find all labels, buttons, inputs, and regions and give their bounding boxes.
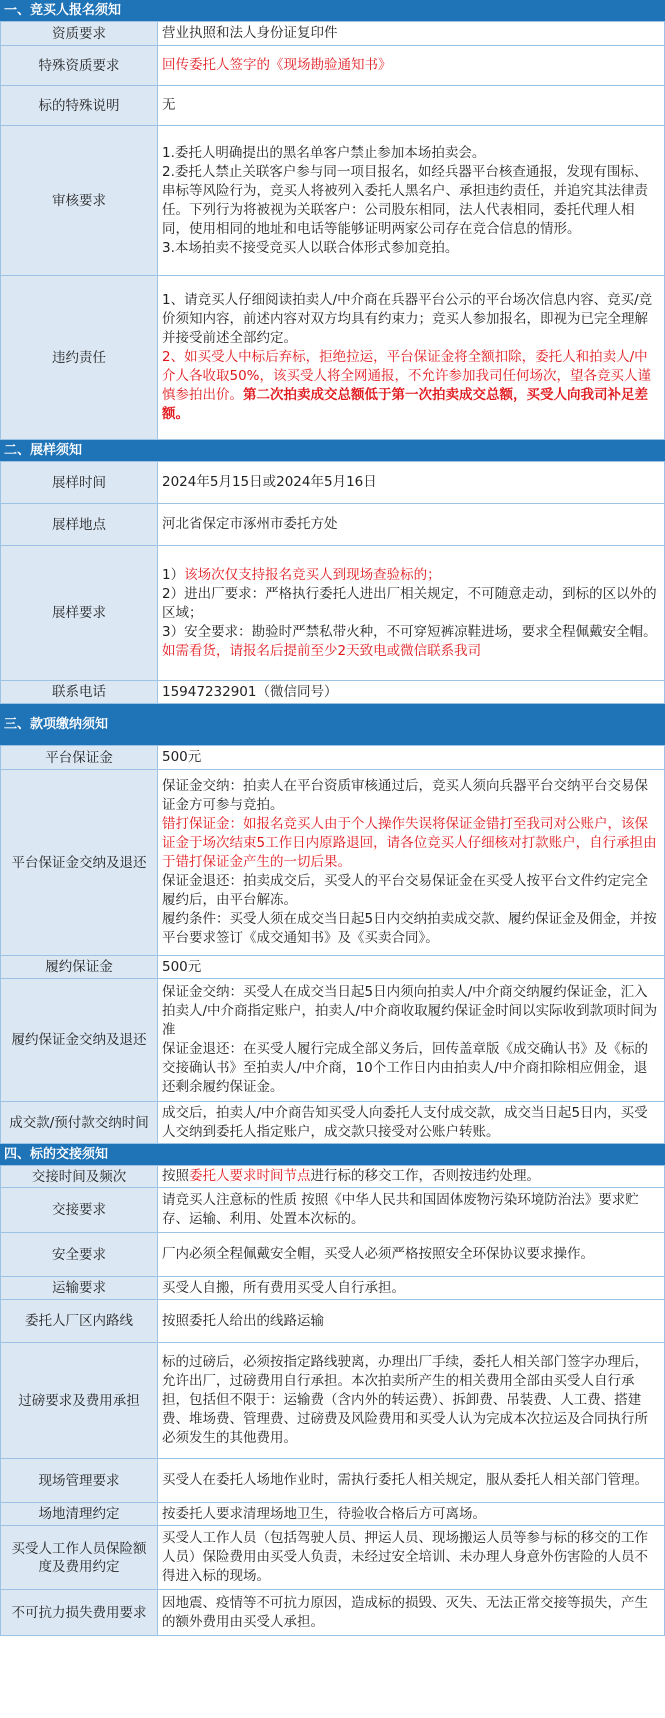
review-line-3: 3.本场拍卖不接受竞买人以联合体形式参加竞拍。 (162, 239, 459, 256)
row-label: 展样时间 (1, 462, 158, 503)
row-value: 500元 (162, 749, 202, 765)
row-label: 审核要求 (1, 126, 158, 275)
row-label: 平台保证金交纳及退还 (1, 770, 158, 955)
row-value: 买受人自搬，所有费用买受人自行承担。 (162, 1279, 405, 1296)
liability-line-1: 1、请竞买人仔细阅读拍卖人/中介商在兵器平台公示的平台场次信息内容、竞买/竞价须知内容，前述内容对双方均具有约束力；竞买人参加报名，即视为已完全理解并接受前述全部约定。 (162, 292, 653, 346)
section-header-handover: 四、标的交接须知 (0, 1144, 665, 1166)
row-value (158, 979, 664, 1101)
row-value (158, 770, 664, 955)
row-weighing (0, 1343, 665, 1459)
review-line-2: 2.委托人禁止关联客户参与同一项目报名，如经兵器平台核查通报，发现有围标、串标等风险行为，竞买人将被列入委托人黑名户、承担违约责任，并追究其法律责任。下列行为将被视为关联客户：公司股东相同，法人代表相同，委托代理人相同，使用相同的地址和电话等能够证明两家公司存在竞合信息的情形。 (162, 163, 648, 237)
section-header-registration: 一、竞买人报名须知 (0, 0, 665, 22)
liability-line-3-text: 第二次拍卖成交总额低于第一次拍卖成交总额，买受人向我司补足差额。 (162, 387, 648, 422)
platform-deposit-refund: 保证金退还：拍卖成交后，买受人的平台交易保证金在买受人按平台文件约定完全履约后，由平台解冻。 (162, 873, 648, 908)
row-value: 按照委托人给出的线路运输 (162, 1312, 324, 1329)
row-value (158, 546, 664, 680)
row-route (0, 1300, 665, 1343)
row-value: 河北省保定市涿州市委托方处 (162, 516, 338, 532)
row-value: 标的过磅后，必须按指定路线驶离，办理出厂手续，委托人相关部门签字办理后，允许出厂，过磅费用自行承担。本次拍卖所产生的相关费用全部由买受人自行承担，包括但不限于：运输费（含内外的转运费）、拆卸费、吊装费、人工费、搭建费、堆场费、管理费、过磅费及风险费用和买受人认为完成本次拉运及合同执行所必须发生的其他费用。 (162, 1354, 648, 1446)
row-label: 联系电话 (1, 681, 158, 703)
row-platform-deposit-rules (0, 770, 665, 956)
row-value: 成交后，拍卖人/中介商告知买受人向委托人支付成交款，成交当日起5日内，买受人交纳到委托人指定账户，成交款只接受对公账户转账。 (162, 1104, 648, 1140)
row-handover-requirements (0, 1188, 665, 1233)
row-label: 展样要求 (1, 546, 158, 680)
row-label: 特殊资质要求 (1, 46, 158, 85)
viewing-req-line-4: 如需看货，请报名后提前至少2天致电或微信联系我司 (162, 642, 482, 659)
viewing-req-prefix: 1） (162, 566, 185, 583)
row-performance-deposit (0, 956, 665, 979)
row-label: 展样地点 (1, 504, 158, 545)
row-platform-deposit (0, 746, 665, 770)
section-header-viewing: 二、展样须知 (0, 440, 665, 462)
row-label: 违约责任 (1, 276, 158, 439)
row-label: 不可抗力损失费用要求 (1, 1590, 158, 1635)
liability-line-2-text: 2、如买受人中标后弃标，拒绝拉运，平台保证金将全额扣除，委托人和拍卖人/中介人各收取50%，该买受人将全网通报，不允许参加我司任何场次，望各竞买人谨慎参拍出价。 (162, 349, 652, 403)
row-label: 安全要求 (1, 1233, 158, 1276)
row-value: 按委托人要求清理场地卫生，待验收合格后方可离场。 (162, 1505, 486, 1522)
row-qualification (0, 22, 665, 46)
row-value: 买受人在委托人场地作业时，需执行委托人相关规定，服从委托人相关部门管理。 (162, 1472, 648, 1488)
review-line-1: 1.委托人明确提出的黑名单客户禁止参加本场拍卖会。 (162, 144, 486, 161)
row-review (0, 126, 665, 276)
row-label: 履约保证金交纳及退还 (1, 979, 158, 1101)
row-handover-time (0, 1166, 665, 1188)
section-header-payment: 三、款项缴纳须知 (0, 704, 665, 746)
row-label: 场地清理约定 (1, 1503, 158, 1525)
row-site-clean (0, 1503, 665, 1526)
contact-phone: 15947232901（微信同号） (162, 683, 338, 700)
viewing-req-line-1 (162, 566, 660, 585)
row-label: 交接时间及频次 (1, 1166, 158, 1187)
row-staff-insurance (0, 1526, 665, 1590)
handover-time-post: 进行标的移交工作，否则按违约处理。 (310, 1168, 540, 1184)
platform-deposit-payment: 保证金交纳：拍卖人在平台资质审核通过后，竞买人须向兵器平台交纳平台交易保证金方可参与竞拍。 (162, 778, 648, 813)
row-value: 买受人工作人员（包括驾驶人员、押运人员、现场搬运人员等参与标的移交的工作人员）保险费用由买受人负责，未经过安全培训、未办理人身意外伤害险的人员不得进入标的现场。 (162, 1530, 648, 1584)
row-value: 2024年5月15日或2024年5月16日 (162, 474, 377, 490)
viewing-req-line-3: 3）安全要求：勘验时严禁私带火种，不可穿短裤凉鞋进场，要求全程佩戴安全帽。 (162, 623, 657, 640)
row-payment-time (0, 1102, 665, 1144)
row-label: 成交款/预付款交纳时间 (1, 1102, 158, 1143)
viewing-req-onsite-only: 该场次仅支持报名竞买人到现场查验标的； (184, 566, 441, 583)
performance-deposit-refund: 保证金退还：在买受人履行完成全部义务后，回传盖章版《成交确认书》及《标的交接确认书》至拍卖人/中介商，10个工作日内由拍卖人/中介商扣除相应佣金，退还剩余履约保证金。 (162, 1041, 648, 1095)
row-viewing-time (0, 462, 665, 504)
row-site-management (0, 1459, 665, 1503)
row-value (158, 1166, 664, 1187)
row-value (158, 126, 664, 275)
row-safety (0, 1233, 665, 1277)
row-viewing-place (0, 504, 665, 546)
row-special-note (0, 86, 665, 126)
row-label: 平台保证金 (1, 746, 158, 769)
row-viewing-requirements (0, 546, 665, 681)
handover-time-pre: 按照 (162, 1168, 189, 1184)
row-label: 过磅要求及费用承担 (1, 1343, 158, 1458)
row-label: 委托人厂区内路线 (1, 1300, 158, 1342)
row-contact (0, 681, 665, 704)
row-special-qualification (0, 46, 665, 86)
handover-time-text (162, 1167, 660, 1186)
liability-line-2 (162, 348, 660, 424)
row-label: 履约保证金 (1, 956, 158, 978)
platform-deposit-conditions: 履约条件：买受人须在成交当日起5日内交纳拍卖成交款、履约保证金及佣金，并按平台要求签订《成交通知书》及《买卖合同》。 (162, 911, 657, 946)
row-value: 厂内必须全程佩戴安全帽，买受人必须严格按照安全环保协议要求操作。 (162, 1246, 594, 1262)
row-value: 因地震、疫情等不可抗力原因，造成标的损毁、灭失、无法正常交接等损失，产生的额外费用由买受人承担。 (162, 1594, 648, 1630)
row-force-majeure (0, 1590, 665, 1636)
row-value: 营业执照和法人身份证复印件 (162, 25, 338, 41)
row-label: 标的特殊说明 (1, 86, 158, 125)
handover-time-highlight: 委托人要求时间节点 (189, 1168, 311, 1184)
row-label: 现场管理要求 (1, 1459, 158, 1502)
row-value: 500元 (162, 958, 202, 975)
viewing-req-line-2: 2）进出厂要求：严格执行委托人进出厂相关规定，不可随意走动，到标的区以外的区域； (162, 585, 657, 621)
row-transport (0, 1277, 665, 1300)
row-label: 资质要求 (1, 22, 158, 45)
row-label: 买受人工作人员保险额度及费用约定 (1, 1526, 158, 1589)
platform-deposit-wrong-transfer: 错打保证金：如报名竞买人由于个人操作失误将保证金错打至我司对公账户，该保证金于场次结束5工作日内原路退回，请各位竞买人仔细核对打款账户，自行承担由于错打保证金产生的一切后果。 (162, 816, 657, 870)
row-liability (0, 276, 665, 440)
row-value: 回传委托人签字的《现场勘验通知书》 (162, 57, 392, 73)
row-performance-deposit-rules (0, 979, 665, 1102)
row-label: 交接要求 (1, 1188, 158, 1232)
row-label: 运输要求 (1, 1277, 158, 1299)
performance-deposit-payment: 保证金交纳：买受人在成交当日起5日内须向拍卖人/中介商交纳履约保证金，汇入拍卖人/中介商指定账户，拍卖人/中介商收取履约保证金时间以实际收到款项时间为准 (162, 984, 658, 1038)
row-value (158, 276, 664, 439)
row-value: 请竞买人注意标的性质 按照《中华人民共和国固体废物污染环境防治法》要求贮存、运输、利用、处置本次标的。 (162, 1192, 639, 1227)
row-value: 无 (162, 97, 176, 113)
